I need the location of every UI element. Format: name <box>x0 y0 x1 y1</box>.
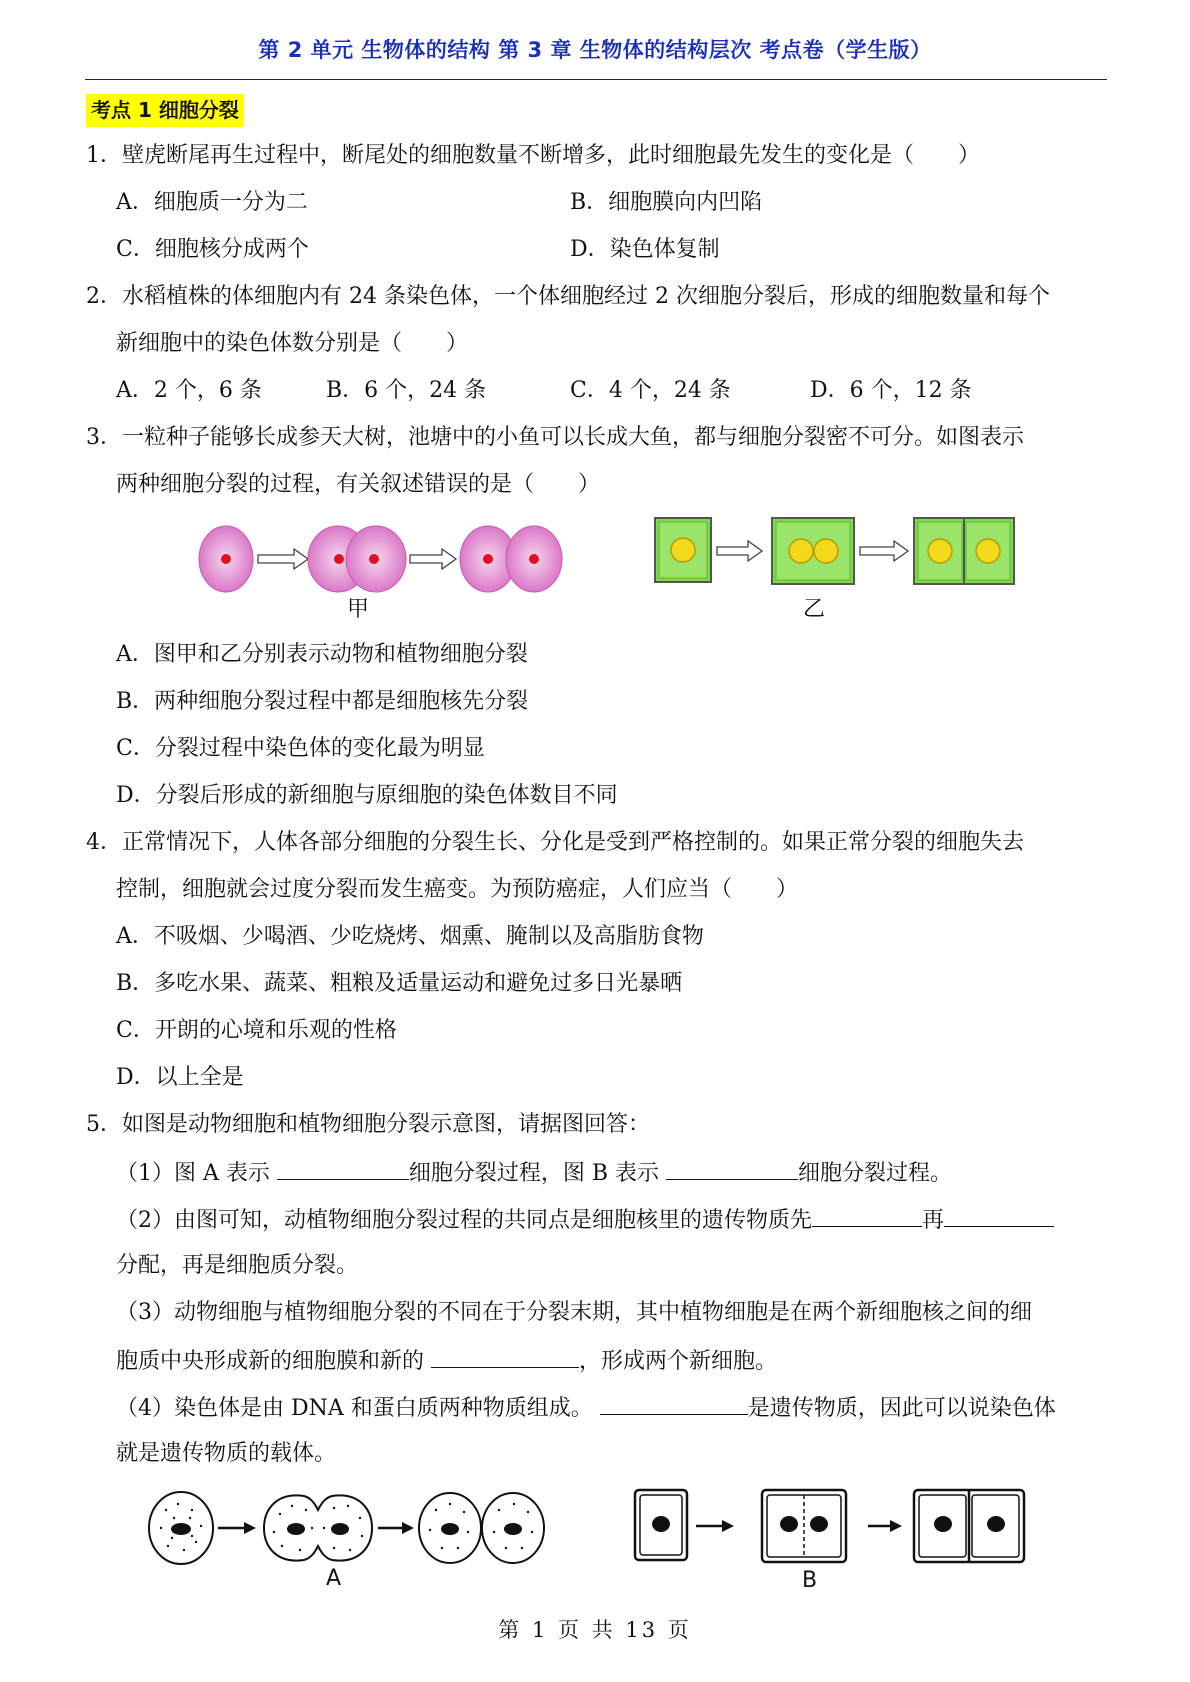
q4-option-d: D．以上全是 <box>116 1065 244 1090</box>
figure-b-plant-division <box>632 1486 1032 1568</box>
q5-blank-2[interactable] <box>666 1157 798 1180</box>
arrow-icon <box>218 1522 256 1534</box>
q5-blank-3[interactable] <box>812 1204 922 1227</box>
q2-option-c: C．4 个，24 条 <box>570 378 731 403</box>
section-label: 考点 1 细胞分裂 <box>86 94 244 127</box>
animal-cell-dividing <box>308 526 406 592</box>
q2-stem-line2: 新细胞中的染色体数分别是（ ） <box>116 331 469 356</box>
q1-option-a: A．细胞质一分为二 <box>116 190 308 215</box>
q5-part1-text-a: （1）图 A 表示 <box>116 1161 277 1186</box>
q3-option-c: C．分裂过程中染色体的变化最为明显 <box>116 736 485 761</box>
arrow-icon <box>860 541 908 561</box>
plant-cell-daughters <box>914 518 1014 584</box>
q4-option-b: B．多吃水果、蔬菜、粗粮及适量运动和避免过多日光暴晒 <box>116 971 683 996</box>
plant-cell-single <box>655 518 711 582</box>
q1-option-b: B．细胞膜向内凹陷 <box>570 190 763 215</box>
q5-part3-text-b: 胞质中央形成新的细胞膜和新的 <box>116 1349 431 1374</box>
q5-part4-line2: 就是遗传物质的载体。 <box>116 1441 337 1466</box>
q4-option-a: A．不吸烟、少喝酒、少吃烧烤、烟熏、腌制以及高脂肪食物 <box>116 924 704 949</box>
animal-cell-daughters <box>460 526 562 592</box>
nucleus <box>287 1523 305 1535</box>
q5-part3-text-c: ，形成两个新细胞。 <box>579 1349 778 1374</box>
q5-part4-line1 <box>116 1392 1056 1424</box>
q1-option-c: C．细胞核分成两个 <box>116 237 309 262</box>
q2-option-a: A．2 个，6 条 <box>116 378 262 403</box>
q5-blank-5[interactable] <box>431 1345 579 1368</box>
title-divider <box>85 79 1107 80</box>
q4-option-c: C．开朗的心境和乐观的性格 <box>116 1018 397 1043</box>
figure-label-yi: 乙 <box>803 597 826 622</box>
q2-option-d: D．6 个，12 条 <box>810 378 972 403</box>
plant-cell-division-figure <box>652 515 1022 589</box>
q5-part3-line2 <box>116 1345 777 1377</box>
nucleus <box>810 1516 828 1532</box>
q5-part1-text-c: 细胞分裂过程。 <box>798 1161 953 1186</box>
q3-option-a: A．图甲和乙分别表示动物和植物细胞分裂 <box>116 642 528 667</box>
plant-cell-dividing <box>772 518 854 584</box>
q5-part3-line1: （3）动物细胞与植物细胞分裂的不同在于分裂末期，其中植物细胞是在两个新细胞核之间的细 <box>116 1300 1033 1325</box>
q5-part2 <box>116 1204 1054 1236</box>
q5-blank-6[interactable] <box>600 1392 748 1415</box>
q3-option-d: D．分裂后形成的新细胞与原细胞的染色体数目不同 <box>116 783 618 808</box>
q5-blank-1[interactable] <box>277 1157 409 1180</box>
q2-stem-line1: 2．水稻植株的体细胞内有 24 条染色体，一个体细胞经过 2 次细胞分裂后，形成的细胞数量和每个 <box>86 284 1050 309</box>
q5-part4-text-b: 是遗传物质，因此可以说染色体 <box>747 1396 1056 1421</box>
q5-part2-text-b: 再 <box>922 1208 945 1233</box>
animal-cell-dividing <box>264 1495 372 1560</box>
page-footer: 第 1 页 共 13 页 <box>498 1618 692 1642</box>
nucleus <box>331 1523 349 1535</box>
q1-option-d: D．染色体复制 <box>570 237 720 262</box>
nucleus <box>987 1516 1005 1532</box>
q4-stem-line2: 控制，细胞就会过度分裂而发生癌变。为预防癌症，人们应当（ ） <box>116 877 799 902</box>
arrow-icon <box>378 1522 414 1534</box>
figure-a-animal-division <box>146 1488 566 1568</box>
q5-part1-text-b: 细胞分裂过程，图 B 表示 <box>408 1161 667 1186</box>
figure-label-jia: 甲 <box>347 597 370 622</box>
q2-option-b: B．6 个，24 条 <box>326 378 487 403</box>
q3-option-b: B．两种细胞分裂过程中都是细胞核先分裂 <box>116 689 529 714</box>
q3-stem-line2: 两种细胞分裂的过程，有关叙述错误的是（ ） <box>116 472 601 497</box>
q5-part4-text-a: （4）染色体是由 DNA 和蛋白质两种物质组成。 <box>116 1396 600 1421</box>
arrow-icon <box>258 549 308 569</box>
nucleus <box>780 1516 798 1532</box>
arrow-icon <box>410 549 456 569</box>
nucleus <box>171 1523 191 1535</box>
q5-blank-4[interactable] <box>944 1204 1054 1227</box>
nucleus <box>934 1516 952 1532</box>
plant-cell-daughters <box>914 1490 1024 1562</box>
nucleus <box>504 1523 522 1535</box>
q1-stem: 1．壁虎断尾再生过程中，断尾处的细胞数量不断增多，此时细胞最先发生的变化是（ ） <box>86 143 981 168</box>
q5-part1 <box>116 1157 952 1189</box>
arrow-icon <box>717 541 762 561</box>
animal-cell-division-figure <box>198 522 568 596</box>
q5-part2-text-a: （2）由图可知，动植物细胞分裂过程的共同点是细胞核里的遗传物质先 <box>116 1208 812 1233</box>
nucleus <box>441 1523 459 1535</box>
animal-cell-single <box>199 526 253 592</box>
figure-label-b: B <box>802 1568 818 1593</box>
animal-cell-daughters <box>419 1493 544 1563</box>
q4-stem-line1: 4．正常情况下，人体各部分细胞的分裂生长、分化是受到严格控制的。如果正常分裂的细胞失去 <box>86 830 1025 855</box>
nucleus <box>652 1516 670 1532</box>
plant-cell-dividing <box>762 1490 846 1562</box>
figure-label-a: A <box>326 1566 342 1591</box>
page-title: 第 2 单元 生物体的结构 第 3 章 生物体的结构层次 考点卷（学生版） <box>258 38 932 62</box>
arrow-icon <box>868 1520 902 1532</box>
q5-part2-line2: 分配，再是细胞质分裂。 <box>116 1253 359 1278</box>
arrow-icon <box>696 1520 734 1532</box>
q3-stem-line1: 3．一粒种子能够长成参天大树，池塘中的小鱼可以长成大鱼，都与细胞分裂密不可分。如图表示 <box>86 425 1025 450</box>
q5-stem: 5．如图是动物细胞和植物细胞分裂示意图，请据图回答： <box>86 1112 650 1137</box>
